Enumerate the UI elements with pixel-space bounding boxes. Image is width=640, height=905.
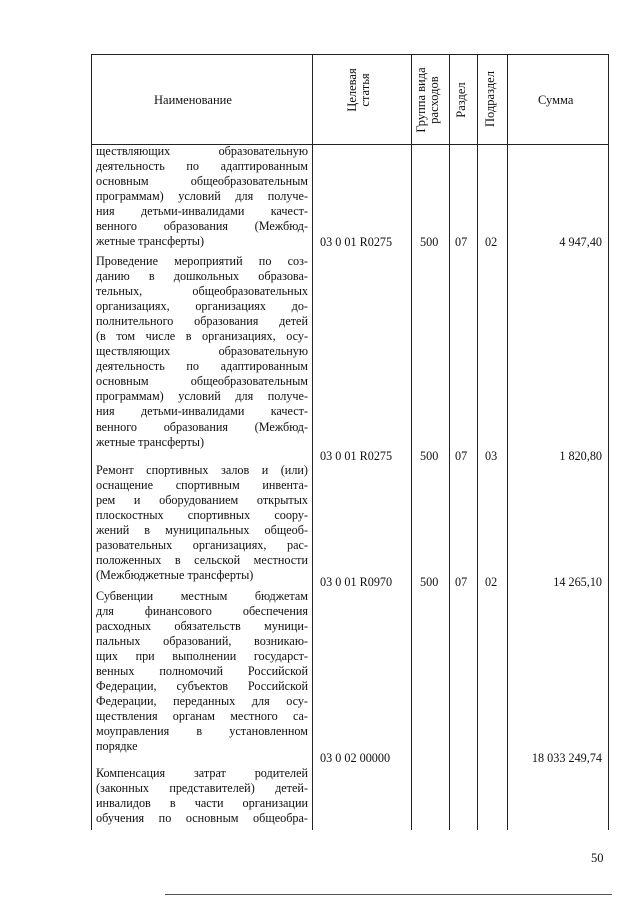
- header-subsection-text: Подраздел: [483, 71, 497, 127]
- cell-section: 07: [455, 235, 468, 249]
- text-line: Проведение мероприятий по соз-: [96, 254, 308, 268]
- text-line: жетные трансферты): [96, 234, 205, 249]
- text-line: ния детьми-инвалидами качест-: [96, 204, 308, 219]
- text-line: расходных обязательств муници-: [96, 619, 308, 634]
- table-border-right: [608, 54, 609, 830]
- cell-group: 500: [420, 575, 439, 589]
- text-line: плоскостных спортивных соору-: [96, 508, 308, 523]
- text-line: Ремонт спортивных залов и (или): [96, 463, 308, 477]
- text-line: венного образования (Межбюд-: [96, 219, 308, 234]
- text-line: данию в дошкольных образова-: [96, 269, 308, 284]
- table-column-divider: [449, 54, 450, 830]
- text-line: для финансового обеспечения: [96, 604, 308, 619]
- cell-subsection: 02: [485, 575, 498, 589]
- text-line: инвалидов в части организации: [96, 796, 308, 811]
- text-line: программам) условий для получе-: [96, 189, 308, 204]
- text-line: основным общеобразовательным: [96, 374, 308, 389]
- text-line: ществления органам местного са-: [96, 709, 308, 724]
- cell-article: 03 0 02 00000: [320, 751, 391, 765]
- header-target-article-line2: статья: [358, 73, 372, 107]
- text-line: обучения по основным общеобра-: [96, 811, 308, 826]
- table-row-description: [96, 463, 308, 583]
- header-expense-group-line2: расходов: [427, 76, 441, 124]
- table-column-divider: [411, 54, 412, 830]
- table-column-divider: [312, 54, 313, 830]
- page-number: 50: [591, 851, 604, 865]
- cell-amount: 1 820,80: [559, 449, 602, 463]
- text-line: жений в муниципальных общеоб-: [96, 523, 308, 538]
- text-line: программам) условий для получе-: [96, 389, 308, 404]
- text-line: Компенсация затрат родителей: [96, 766, 308, 780]
- cell-amount: 18 033 249,74: [531, 751, 602, 765]
- header-name: Наименование: [154, 93, 232, 107]
- text-line: Федерации, субъектов Российской: [96, 679, 308, 694]
- text-line: рем и оборудованием открытых: [96, 493, 308, 508]
- header-target-article-line1: Целевая: [345, 68, 359, 112]
- table-row-description: [96, 144, 308, 249]
- text-line: щих при выполнении государст-: [96, 649, 308, 664]
- table-column-divider: [507, 54, 508, 830]
- text-line: оснащение спортивным инвента-: [96, 478, 308, 493]
- cell-group: 500: [420, 449, 439, 463]
- cell-section: 07: [455, 449, 468, 463]
- table-border-left: [91, 54, 92, 830]
- text-line: положенных в сельской местности: [96, 553, 308, 568]
- table-column-divider: [477, 54, 478, 830]
- text-line: ния детьми-инвалидами качест-: [96, 404, 308, 419]
- text-line: организациях, организациях до-: [96, 299, 308, 314]
- text-line: тельных, общеобразовательных: [96, 284, 308, 299]
- text-line: порядке: [96, 739, 138, 754]
- header-expense-group: [415, 61, 445, 139]
- cell-group: 500: [420, 235, 439, 249]
- table-row-description: [96, 254, 308, 450]
- text-line: (в том числе в организациях, осу-: [96, 329, 308, 344]
- cell-subsection: 02: [485, 235, 498, 249]
- header-section: [455, 73, 471, 127]
- text-line: полнительного образования детей: [96, 314, 308, 329]
- cell-article: 03 0 01 R0275: [320, 449, 393, 463]
- cell-amount: 14 265,10: [553, 575, 602, 589]
- cell-amount: 4 947,40: [559, 235, 602, 249]
- cell-section: 07: [455, 575, 468, 589]
- text-line: деятельность по адаптированным: [96, 359, 308, 374]
- text-line: (законных представителей) детей-: [96, 781, 308, 796]
- text-line: жетные трансферты): [96, 434, 205, 449]
- text-line: моуправления в установленном: [96, 724, 308, 739]
- table-top-border: [91, 54, 608, 55]
- header-amount: Сумма: [538, 93, 574, 107]
- text-line: венного образования (Межбюд-: [96, 419, 308, 434]
- header-section-text: Раздел: [454, 82, 468, 118]
- cell-article: 03 0 01 R0275: [320, 235, 393, 249]
- header-target-article: [346, 58, 378, 122]
- cell-subsection: 03: [485, 449, 498, 463]
- table-row-description: [96, 589, 308, 755]
- text-line: пальных образований, возникаю-: [96, 634, 308, 649]
- text-line: Субвенции местным бюджетам: [96, 589, 308, 603]
- text-line: Федерации, переданных для осу-: [96, 694, 308, 709]
- header-expense-group-line1: Группа вида: [414, 67, 428, 133]
- text-line: деятельность по адаптированным: [96, 159, 308, 174]
- table-row-description: [96, 766, 308, 826]
- footer-rule: [165, 894, 612, 895]
- text-line: венных полномочий Российской: [96, 664, 308, 679]
- text-line: ществляющих образовательную: [96, 344, 308, 359]
- text-line: (Межбюджетные трансферты): [96, 568, 254, 583]
- text-line: разовательных организациях, рас-: [96, 538, 308, 553]
- text-line: ществляющих образовательную: [96, 144, 308, 158]
- header-subsection: [484, 63, 500, 135]
- text-line: основным общеобразовательным: [96, 174, 308, 189]
- cell-article: 03 0 01 R0970: [320, 575, 393, 589]
